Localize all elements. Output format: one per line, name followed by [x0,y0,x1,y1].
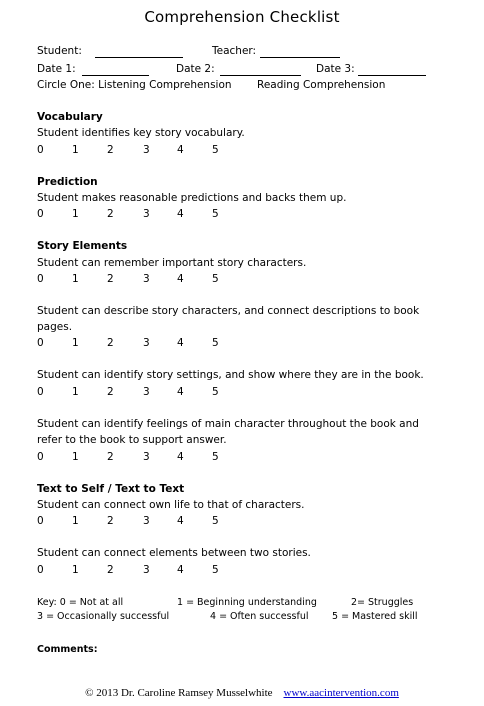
story-elements-item: Student can remember important story characters. [37,257,307,269]
story-elements-item: Student can identify story settings, and show where they are in the book. [37,369,424,381]
key-1: 1 = Beginning understanding [177,597,317,608]
scale-1[interactable]: 1 [72,144,79,156]
scale-1[interactable]: 1 [72,337,79,349]
scale-5[interactable]: 5 [212,515,219,527]
scale-4[interactable]: 4 [177,451,184,463]
copyright-text: © 2013 Dr. Caroline Ramsey Musselwhite [85,687,273,699]
date2-label: Date 2: [176,63,215,75]
scale-5[interactable]: 5 [212,273,219,285]
scale-2[interactable]: 2 [107,208,114,220]
scale-3[interactable]: 3 [143,386,150,398]
scale-4[interactable]: 4 [177,564,184,576]
key-4: 4 = Often successful [210,611,309,622]
date1-blank[interactable] [82,64,149,76]
scale-2[interactable]: 2 [107,515,114,527]
prediction-heading: Prediction [37,176,98,188]
scale-1[interactable]: 1 [72,451,79,463]
scale-3[interactable]: 3 [143,515,150,527]
scale-2[interactable]: 2 [107,564,114,576]
scale-4[interactable]: 4 [177,208,184,220]
scale-5[interactable]: 5 [212,144,219,156]
vocabulary-item: Student identifies key story vocabulary. [37,127,245,139]
student-blank[interactable] [95,46,183,58]
scale-3[interactable]: 3 [143,337,150,349]
scale-5[interactable]: 5 [212,337,219,349]
reading-comprehension-option[interactable]: Reading Comprehension [257,79,386,91]
date2-blank[interactable] [220,64,301,76]
story-elements-heading: Story Elements [37,240,128,252]
scale-3[interactable]: 3 [143,208,150,220]
scale-1[interactable]: 1 [72,564,79,576]
story-elements-item: Student can describe story characters, and connect descriptions to book [37,305,420,317]
date1-label: Date 1: [37,63,76,75]
scale-4[interactable]: 4 [177,273,184,285]
scale-5[interactable]: 5 [212,564,219,576]
scale-3[interactable]: 3 [143,273,150,285]
story-elements-item-continued: refer to the book to support answer. [37,434,227,446]
teacher-blank[interactable] [260,46,340,58]
scale-0[interactable]: 0 [37,273,44,285]
footer [0,687,484,699]
scale-3[interactable]: 3 [143,144,150,156]
key-5: 5 = Mastered skill [332,611,418,622]
scale-2[interactable]: 2 [107,451,114,463]
scale-5[interactable]: 5 [212,386,219,398]
text-to-self-item: Student can connect elements between two stories. [37,547,311,559]
vocabulary-heading: Vocabulary [37,111,103,123]
prediction-item: Student makes reasonable predictions and backs them up. [37,192,347,204]
story-elements-item-continued: pages. [37,321,73,333]
comments-label: Comments: [37,644,98,655]
scale-0[interactable]: 0 [37,515,44,527]
circle-one-listening[interactable]: Circle One: Listening Comprehension [37,79,232,91]
scale-5[interactable]: 5 [212,451,219,463]
student-label: Student: [37,45,82,57]
scale-1[interactable]: 1 [72,515,79,527]
scale-1[interactable]: 1 [72,273,79,285]
scale-0[interactable]: 0 [37,451,44,463]
scale-3[interactable]: 3 [143,564,150,576]
scale-4[interactable]: 4 [177,515,184,527]
scale-4[interactable]: 4 [177,386,184,398]
scale-0[interactable]: 0 [37,386,44,398]
text-to-self-heading: Text to Self / Text to Text [37,483,185,495]
scale-1[interactable]: 1 [72,208,79,220]
scale-2[interactable]: 2 [107,337,114,349]
date3-label: Date 3: [316,63,355,75]
scale-5[interactable]: 5 [212,208,219,220]
scale-4[interactable]: 4 [177,144,184,156]
text-to-self-item: Student can connect own life to that of characters. [37,499,305,511]
page-title: Comprehension Checklist [144,8,340,26]
scale-2[interactable]: 2 [107,273,114,285]
scale-0[interactable]: 0 [37,208,44,220]
scale-3[interactable]: 3 [143,451,150,463]
key-0: Key: 0 = Not at all [37,597,124,608]
scale-4[interactable]: 4 [177,337,184,349]
website-link[interactable]: www.aacintervention.com [283,687,399,699]
scale-0[interactable]: 0 [37,564,44,576]
scale-0[interactable]: 0 [37,144,44,156]
teacher-label: Teacher: [212,45,257,57]
scale-0[interactable]: 0 [37,337,44,349]
story-elements-item: Student can identify feelings of main character throughout the book and [37,418,419,430]
key-3: 3 = Occasionally successful [37,611,170,622]
scale-2[interactable]: 2 [107,386,114,398]
scale-2[interactable]: 2 [107,144,114,156]
key-2: 2= Struggles [351,597,414,608]
date3-blank[interactable] [358,64,426,76]
scale-1[interactable]: 1 [72,386,79,398]
